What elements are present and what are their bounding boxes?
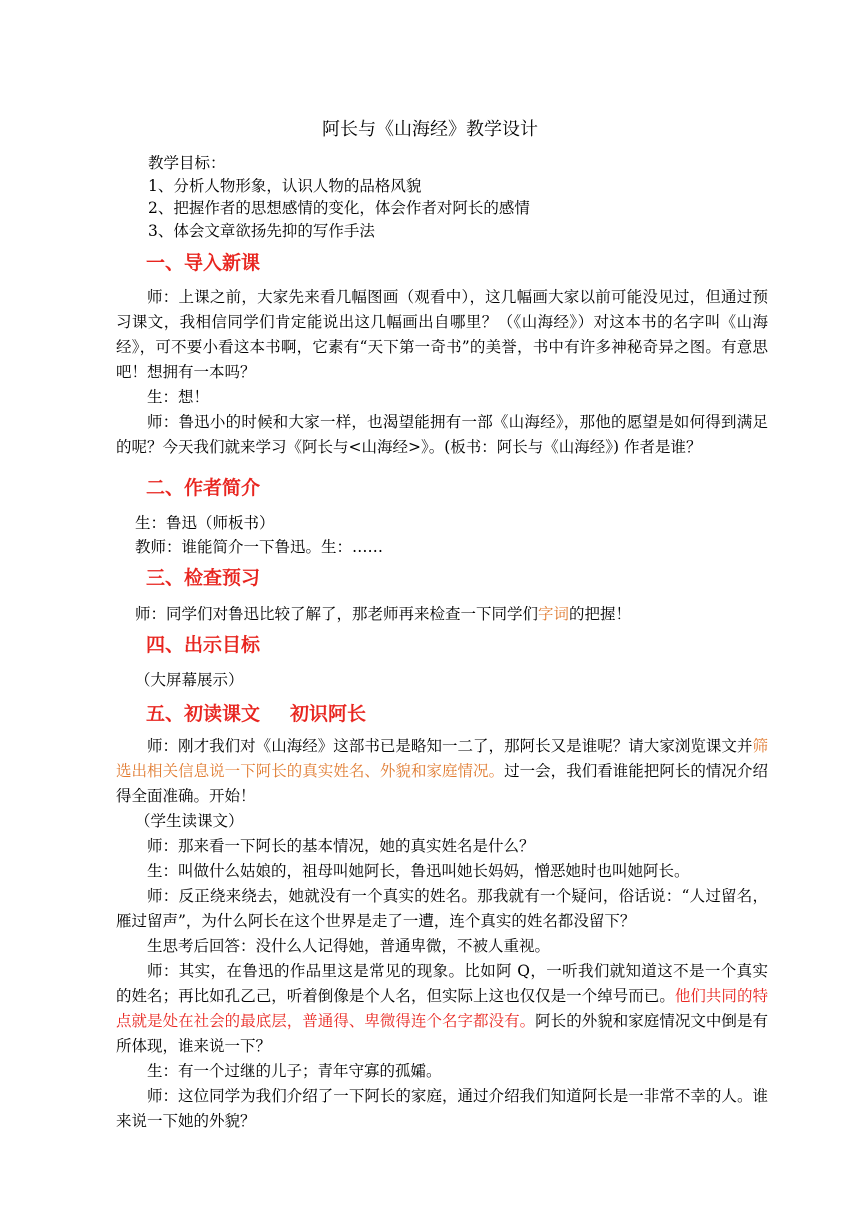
paragraph: 生：想！ (147, 388, 210, 406)
heading-part: 初识阿长 (290, 703, 367, 725)
text-run: 的把握！ (569, 605, 632, 623)
page-title: 阿长与《山海经》教学设计 (322, 119, 538, 140)
paragraph: 生：叫做什么姑娘的，祖母叫她阿长，鲁迅叫她长妈妈，憎恶她时也叫她阿长。 (147, 862, 690, 880)
paragraph: 生思考后回答：没什么人记得她，普通卑微，不被人重视。 (147, 937, 551, 955)
section-heading-first-reading (146, 702, 366, 726)
paragraph: 师：反正绕来绕去，她就没有一个真实的姓名。那我就有一个疑问，俗话说：“人过留名，雁过留声”，为什么阿长在这个世界是走了一遭，连个真实的姓名都没留下？ (116, 887, 768, 930)
paragraph (116, 734, 768, 809)
paragraph: 教师：谁能简介一下鲁迅。生：…… (135, 538, 384, 556)
paragraph: （学生读课文） (135, 812, 244, 830)
section-heading-objectives: 四、出示目标 (146, 634, 261, 656)
highlight-text: 字词 (538, 605, 570, 623)
paragraph: 师：鲁迅小的时候和大家一样，也渴望能拥有一部《山海经》，那他的愿望是如何得到满足的呢？今天我们就来学习《阿长与<山海经>》。(板书：阿长与《山海经》) 作者是谁？ (116, 413, 768, 456)
section-intro-body (116, 285, 768, 460)
highlight-text: 筛选出相关信息说一下阿长的真实姓名、外貌和家庭情况。 (116, 737, 768, 780)
section-heading-intro: 一、导入新课 (146, 252, 261, 274)
paragraph (135, 602, 631, 627)
heading-part: 五、初读课文 (146, 703, 261, 725)
goal-item: 2、把握作者的思想感情的变化，体会作者对阿长的感情 (148, 199, 530, 217)
goal-item: 1、分析人物形象，认识人物的品格风貌 (148, 176, 422, 195)
paragraph: 师：这位同学为我们介绍了一下阿长的家庭，通过介绍我们知道阿长是一非常不幸的人。谁来说一下她的外貌？ (116, 1087, 768, 1130)
paragraph: 师：上课之前，大家先来看几幅图画（观看中），这几幅画大家以前可能没见过，但通过预习课文，我相信同学们肯定能说出这几幅画出自哪里？（《山海经》）对这本书的名字叫《山海经》，可不要小看这本书啊，它素有“天下第一奇书”的美誉，书中有许多神秘奇异之图。有意思吧！想拥有一本吗？ (116, 288, 768, 381)
section-heading-author: 二、作者简介 (146, 477, 261, 499)
paragraph: 生：鲁迅（师板书） (135, 514, 275, 532)
goal-item: 3、体会文章欲扬先抑的写作手法 (148, 221, 375, 240)
text-run: 师：其实，在鲁迅的作品里这是常见的现象。比如阿 Q，一听我们就知道这不是一个真实的姓名；再比如孔乙己，听着倒像是个人名，但实际上这也仅仅是一个绰号而已。 (116, 962, 768, 1005)
paragraph (116, 959, 768, 1059)
paragraph: 师：那来看一下阿长的基本情况，她的真实姓名是什么？ (147, 837, 535, 855)
paragraph: （大屏幕展示） (135, 671, 244, 689)
section-first-reading-body (116, 734, 768, 1134)
text-run: 过一会，我们看谁能把阿长的情况介绍得全面准确。开始！ (116, 762, 768, 805)
highlight-text: 他们共同的特点就是处在社会的最底层，普通得、卑微得连个名字都没有。 (116, 987, 768, 1030)
text-run: 师：刚才我们对《山海经》这部书已是略知一二了，那阿长又是谁呢？请大家浏览课文并 (147, 737, 753, 755)
goals-heading: 教学目标： (148, 154, 226, 172)
text-run: 师：同学们对鲁迅比较了解了，那老师再来检查一下同学们 (135, 605, 539, 623)
section-heading-preview: 三、检查预习 (146, 567, 261, 589)
paragraph: 生：有一个过继的儿子；青年守寡的孤孀。 (147, 1062, 442, 1080)
teaching-goals (148, 152, 530, 242)
text-run: 阿长的外貌和家庭情况文中倒是有所体现，谁来说一下？ (116, 1012, 768, 1055)
